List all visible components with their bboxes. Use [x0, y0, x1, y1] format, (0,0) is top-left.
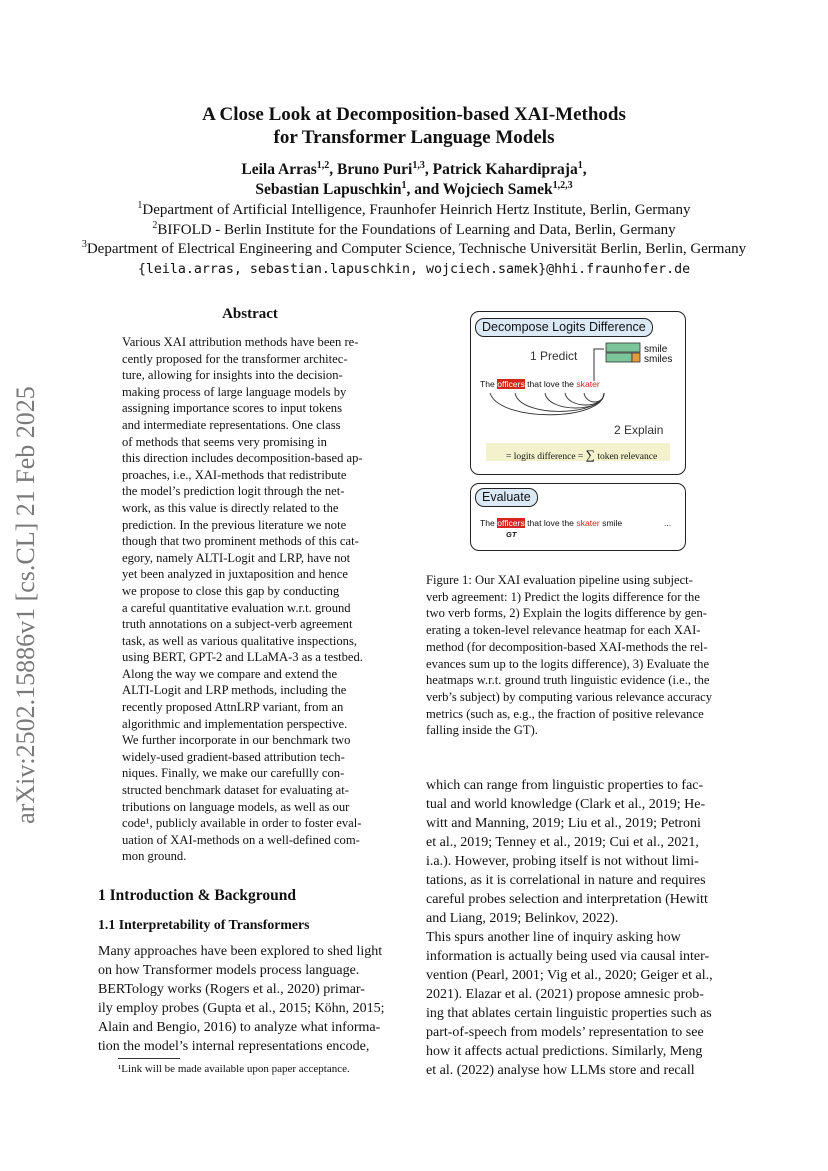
word-smile: smile — [644, 344, 668, 355]
abstract-body — [122, 334, 380, 865]
equation-rhs: token relevance — [597, 452, 658, 462]
token: The — [480, 379, 495, 389]
abstract-line: truth annotations on a subject-verb agreement — [122, 617, 353, 632]
right-column-body — [426, 776, 732, 1080]
abstract-line: this direction includes decomposition-based ap- — [122, 451, 363, 466]
abstract-line: algorithmic and implementation perspective. — [122, 716, 348, 731]
token-subject: officers — [497, 379, 525, 389]
abstract-line: mon ground. — [122, 849, 187, 864]
token: that love the — [527, 518, 574, 528]
author-name: Sebastian Lapuschkin — [255, 181, 402, 198]
author-name: Patrick Kahardipraja — [432, 161, 578, 178]
body-line: careful probes selection and interpretation (Hewitt — [426, 892, 708, 907]
body-line: BERTology works (Rogers et al., 2020) primar- — [98, 982, 365, 997]
gt-label: GT — [506, 530, 517, 539]
abstract-line: We further incorporate in our benchmark two — [122, 733, 351, 748]
token-subject: officers — [497, 518, 525, 528]
caption-line: erating a token-level relevance heatmap for each XAI- — [426, 623, 701, 638]
body-line: how it affects actual predictions. Similarly, Meng — [426, 1044, 703, 1059]
arxiv-stamp — [8, 325, 44, 885]
abstract-line: ture, allowing for insights into the decision- — [122, 368, 343, 383]
abstract-line: Various XAI attribution methods have been re- — [122, 335, 359, 349]
abstract-line: making process of large language models by — [122, 384, 347, 399]
abstract-line: code¹, publicly available in order to foster eval- — [122, 816, 362, 831]
author-affil-mark: 1,2,3 — [552, 179, 573, 191]
body-line: tion the model’s internal representations encode, — [98, 1039, 370, 1054]
figure-caption — [426, 572, 732, 739]
token: The — [480, 518, 495, 528]
abstract-line: though that two prominent methods of this cat- — [122, 534, 359, 549]
affil-mark: 3 — [81, 239, 87, 250]
body-line: This spurs another line of inquiry asking how — [426, 930, 681, 945]
affil-mark: 1 — [137, 200, 143, 211]
explain-step: 2 Explain — [614, 423, 664, 437]
explain-arc — [515, 393, 604, 411]
caption-line: falling inside the GT). — [426, 723, 538, 738]
body-line: part-of-speech from models’ representation to see — [426, 1025, 704, 1040]
explain-arc — [490, 393, 604, 415]
abstract-line: tributions on language models, as well as our — [122, 799, 350, 814]
abstract-line: we propose to close this gap by conducting — [122, 583, 340, 598]
author-name: and Wojciech Samek — [414, 181, 553, 198]
token-object: skater — [576, 379, 600, 389]
title-line-1: A Close Look at Decomposition-based XAI-Methods — [202, 104, 626, 125]
affiliation-2 — [0, 221, 828, 241]
affiliations — [0, 201, 828, 279]
author-line-2: Sebastian Lapuschkin$^1$, and Wojciech Samek$^{1,2,3}$ — [255, 179, 573, 198]
token: that love the — [527, 379, 574, 389]
affil-text: Department of Artificial Intelligence, Fraunhofer Heinrich Hertz Institute, Berlin, Germany — [142, 202, 691, 218]
body-line: et al. (2022) analyse how LLMs store and recall — [426, 1063, 695, 1078]
token-verb: smile — [602, 518, 623, 528]
affil-text: BIFOLD - Berlin Institute for the Foundations of Learning and Data, Berlin, Germany — [157, 221, 676, 238]
author-name: Leila Arras — [241, 161, 317, 178]
body-line: et al., 2019; Tenney et al., 2019; Cui et al., 2021, — [426, 835, 699, 850]
caption-line: metrics (such as, e.g., the fraction of positive relevance — [426, 706, 704, 721]
author-affil-mark: 1,2 — [316, 159, 330, 171]
abstract-line: prediction. In the previous literature we note — [122, 517, 347, 532]
abstract-line: task, as well as various qualitative inspections, — [122, 633, 358, 648]
subsection-heading: 1.1 Interpretability of Transformers — [98, 917, 310, 932]
abstract-heading: Abstract — [222, 306, 278, 322]
ellipsis: ... — [664, 518, 672, 528]
caption-line: two verb forms, 2) Explain the logits difference by gen- — [426, 606, 707, 621]
predict-arrow — [594, 349, 604, 354]
title-line-2: for Transformer Language Models — [273, 127, 555, 148]
body-line: and Liang, 2019; Belinkov, 2022). — [426, 911, 619, 926]
author-list — [0, 160, 828, 200]
body-line: witt and Manning, 2019; Liu et al., 2019; Petroni — [426, 816, 701, 831]
logit-bar-smile — [606, 343, 640, 352]
author-affil-mark: 1 — [401, 179, 407, 191]
caption-line: Figure 1: Our XAI evaluation pipeline using subject- — [426, 573, 693, 587]
paper-title — [0, 103, 828, 149]
affiliation-1 — [0, 201, 828, 221]
decompose-label: Decompose Logits Difference — [475, 318, 653, 337]
footnote: ¹Link will be made available upon paper acceptance. — [118, 1063, 350, 1075]
caption-line: evances sum up to the logits difference), 3) Evaluate the — [426, 656, 710, 671]
author-name: Bruno Puri — [337, 161, 413, 178]
body-line: Alain and Bengio, 2016) to analyze what informa- — [98, 1020, 381, 1035]
logit-bar-smiles — [606, 353, 632, 362]
author-affil-mark: 1,3 — [412, 159, 425, 171]
author-line-1: Leila Arras$^{1,2}$, Bruno Puri$^{1,3}$, Patrick Kahardipraja$^1$, — [241, 159, 587, 178]
arxiv-stamp-text: arXiv:2502.15886v1 [cs.CL] 21 Feb 2025 — [11, 386, 40, 824]
affiliation-3 — [0, 240, 828, 260]
figure-1 — [470, 311, 686, 551]
author-emails: {leila.arras, sebastian.lapuschkin, wojciech.samek}@hhi.fraunhofer.de — [137, 261, 691, 277]
abstract-line: work, as this value is directly related to the — [122, 500, 339, 515]
body-line: on how Transformer models process language. — [98, 963, 360, 978]
abstract-line: yet been analyzed in juxtaposition and hence — [122, 567, 348, 582]
body-line: information is actually being used via causal inter- — [426, 949, 710, 964]
body-line: tual and world knowledge (Clark et al., 2019; He- — [426, 797, 706, 812]
equation — [506, 447, 657, 463]
caption-line: method (for decomposition-based XAI-methods the rel- — [426, 639, 708, 654]
body-line: i.a.). However, probing itself is not without limi- — [426, 854, 699, 869]
abstract-line: egory, namely ALTI-Logit and LRP, have not — [122, 550, 351, 565]
body-line: tations, as it is correlational in nature and requires — [426, 873, 706, 888]
abstract-line: using BERT, GPT-2 and LLaMA-3 as a testbed. — [122, 650, 363, 665]
caption-line: verb’s subject) by computing various relevance accuracy — [426, 689, 713, 704]
input-sentence — [480, 379, 600, 389]
abstract-line: a careful quantitative evaluation w.r.t. ground — [122, 600, 351, 615]
predict-step: 1 Predict — [530, 349, 578, 363]
equation-lhs: = logits difference = — [506, 452, 584, 462]
footnote-rule — [118, 1058, 180, 1059]
abstract-line: and intermediate representations. One class — [122, 417, 341, 432]
body-line: vention (Pearl, 2001; Vig et al., 2020; Geiger et al., — [426, 968, 713, 983]
body-line: which can range from linguistic properties to fac- — [426, 778, 704, 793]
left-column-body — [98, 942, 404, 1056]
body-line: 2021). Elazar et al. (2021) propose amnesic prob- — [426, 987, 704, 1002]
section-heading: 1 Introduction & Background — [98, 887, 296, 904]
token-object: skater — [576, 518, 600, 528]
sum-symbol: ∑ — [585, 447, 595, 462]
caption-line: verb agreement: 1) Predict the logits difference for the — [426, 589, 700, 604]
abstract-line: widely-used gradient-based attribution tech- — [122, 749, 345, 764]
abstract-line: proaches, i.e., XAI-methods that redistribute — [122, 467, 347, 482]
logit-difference-hatch — [632, 353, 640, 362]
body-line: ing that ablates certain linguistic properties such as — [426, 1006, 712, 1021]
abstract-line: cently proposed for the transformer architec- — [122, 351, 348, 366]
abstract-line: Along the way we compare and extend the — [122, 666, 338, 681]
body-line: ily employ probes (Gupta et al., 2015; Köhn, 2015; — [98, 1001, 385, 1016]
affil-mark: 2 — [152, 219, 158, 231]
evaluate-label: Evaluate — [475, 488, 538, 507]
abstract-line: niques. Finally, we make our carefullly con- — [122, 766, 345, 781]
abstract-line: structed benchmark dataset for evaluating at- — [122, 783, 349, 798]
abstract-line: ALTI-Logit and LRP methods, including the — [122, 683, 347, 698]
abstract-line: uation of XAI-methods on a well-defined com- — [122, 832, 360, 847]
author-affil-mark: 1 — [577, 159, 583, 171]
body-line: Many approaches have been explored to shed light — [98, 944, 383, 959]
eval-sentence — [480, 518, 622, 528]
abstract-line: of methods that seems very promising in — [122, 434, 327, 449]
affil-text: Department of Electrical Engineering and Computer Science, Technische Universität Berlin, Berlin, Germany — [86, 241, 747, 257]
abstract-line: recently proposed AttnLRP variant, from an — [122, 700, 344, 715]
word-smiles: smiles — [644, 354, 673, 365]
abstract-line: assigning importance scores to input tokens — [122, 401, 343, 416]
abstract-line: the model’s prediction logit through the net- — [122, 484, 345, 499]
caption-line: heatmaps w.r.t. ground truth linguistic evidence (i.e., the — [426, 673, 710, 688]
